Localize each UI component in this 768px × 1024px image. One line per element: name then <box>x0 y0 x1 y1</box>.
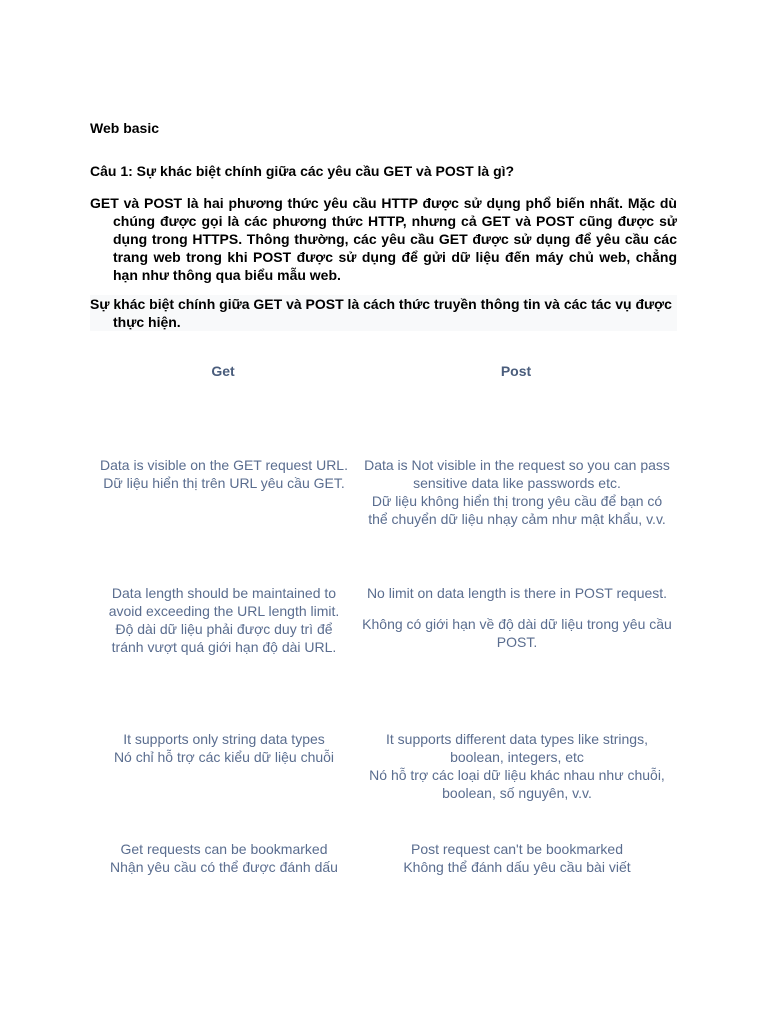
post-cell-datatypes <box>362 730 672 802</box>
column-header-post: Post <box>500 363 532 379</box>
difference-paragraph: Sự khác biệt chính giữa GET và POST là cách thức truyền thông tin và các tác vụ được thực hiện. <box>90 295 677 331</box>
get-cell-length <box>98 584 350 656</box>
question-heading: Câu 1: Sự khác biệt chính giữa các yêu cầu GET và POST là gì? <box>90 163 515 179</box>
get-cell-visibility <box>98 456 350 492</box>
cell-text-vi: Nó hỗ trợ các loại dữ liệu khác nhau như chuỗi, boolean, số nguyên, v.v. <box>369 767 665 801</box>
get-cell-datatypes <box>98 730 350 766</box>
post-cell-visibility <box>362 456 672 528</box>
cell-text-en: Data is visible on the GET request URL. <box>100 457 348 473</box>
cell-text-vi: Dữ liệu hiển thị trên URL yêu cầu GET. <box>103 475 345 491</box>
cell-text-vi: Không có giới hạn về độ dài dữ liệu trong yêu cầu POST. <box>362 616 672 650</box>
cell-text-en: Post request can't be bookmarked <box>410 841 624 857</box>
cell-text-vi: Nó chỉ hỗ trợ các kiểu dữ liệu chuỗi <box>113 749 335 765</box>
cell-text-en: It supports different data types like strings, boolean, integers, etc <box>386 731 648 765</box>
intro-paragraph: GET và POST là hai phương thức yêu cầu HTTP được sử dụng phổ biến nhất. Mặc dù chúng được gọi là các phương thức HTTP, nhưng cả GET và POST cũng được sử dụng trong HTTPS. Thông thường, các yêu cầu GET được sử dụng để yêu cầu các trang web trong khi POST được sử dụng để gửi dữ liệu đến máy chủ web, chẳng hạn như thông qua biểu mẫu web. <box>90 195 677 283</box>
cell-text-en: Data is Not visible in the request so you can pass sensitive data like passwords etc. <box>364 457 670 491</box>
cell-text-vi: Nhận yêu cầu có thể được đánh dấu <box>110 859 338 875</box>
post-cell-length <box>362 584 672 651</box>
cell-text-en: It supports only string data types <box>123 731 325 747</box>
cell-text-en: No limit on data length is there in POST request. <box>366 585 668 601</box>
cell-text-vi: Không thể đánh dấu yêu cầu bài viết <box>403 859 631 875</box>
post-cell-bookmark <box>362 840 672 876</box>
cell-text-vi: Độ dài dữ liệu phải được duy trì để tránh vượt quá giới hạn độ dài URL. <box>111 621 337 655</box>
get-cell-bookmark <box>98 840 350 876</box>
cell-text-vi: Dữ liệu không hiển thị trong yêu cầu để bạn có thể chuyển dữ liệu nhạy cảm như mật khẩu, v.v. <box>368 493 666 527</box>
cell-text-en: Get requests can be bookmarked <box>120 841 328 857</box>
cell-text-en: Data length should be maintained to avoid exceeding the URL length limit. <box>108 585 340 619</box>
document-title: Web basic <box>90 120 159 136</box>
column-header-get: Get <box>211 363 235 379</box>
